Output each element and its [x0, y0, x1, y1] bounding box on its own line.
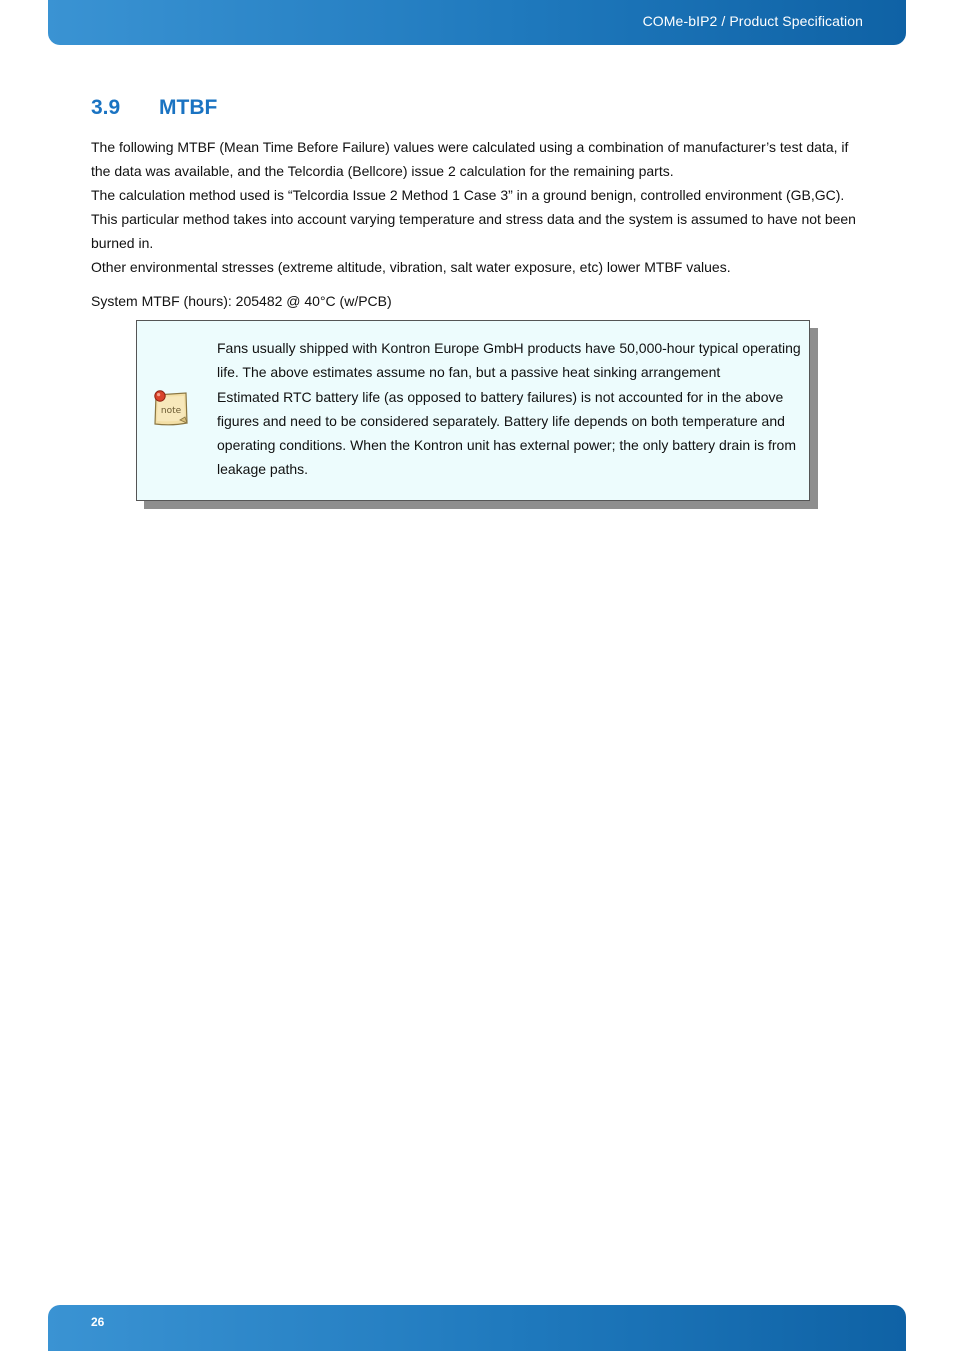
page-number: 26	[91, 1315, 105, 1329]
note-icon	[150, 387, 190, 431]
page-footer-bar	[48, 1305, 906, 1351]
note-line-fans: Fans usually shipped with Kontron Europe GmbH products have 50,000-hour typical operating life. The above estimates assume no fan, but a passive heat sinking arrangement	[217, 340, 801, 381]
note-box	[136, 320, 810, 501]
paragraph-calculation-method: The calculation method used is “Telcordia Issue 2 Method 1 Case 3” in a ground benign, controlled environment (GB,GC). This particular method takes into account varying temperature and stress data and the system is assumed to have not been burned in.	[91, 187, 856, 251]
section-title: MTBF	[159, 96, 218, 119]
note-line-battery: Estimated RTC battery life (as opposed to battery failures) is not accounted for in the above figures and need to be considered separately. Battery life depends on both temperature and operating conditions. When the Kontron unit has external power; the only battery drain is from leakage paths.	[217, 388, 796, 478]
page-header-bar	[48, 0, 906, 45]
note-text	[217, 336, 802, 482]
document-title: COMe-bIP2 / Product Specification	[642, 13, 863, 29]
paragraph-system-mtbf: System MTBF (hours): 205482 @ 40°C (w/PCB)	[91, 293, 392, 309]
note-icon-label: note	[160, 406, 182, 416]
paragraph-environmental-stresses: Other environmental stresses (extreme altitude, vibration, salt water exposure, etc) lower MTBF values.	[91, 259, 731, 275]
body-text	[91, 135, 866, 313]
section-number: 3.9	[91, 96, 121, 119]
section-heading	[91, 96, 217, 120]
paragraph-mtbf-intro: The following MTBF (Mean Time Before Failure) values were calculated using a combination of manufacturer’s test data, if the data was available, and the Telcordia (Bellcore) issue 2 calculation for the remaining parts.	[91, 139, 849, 179]
